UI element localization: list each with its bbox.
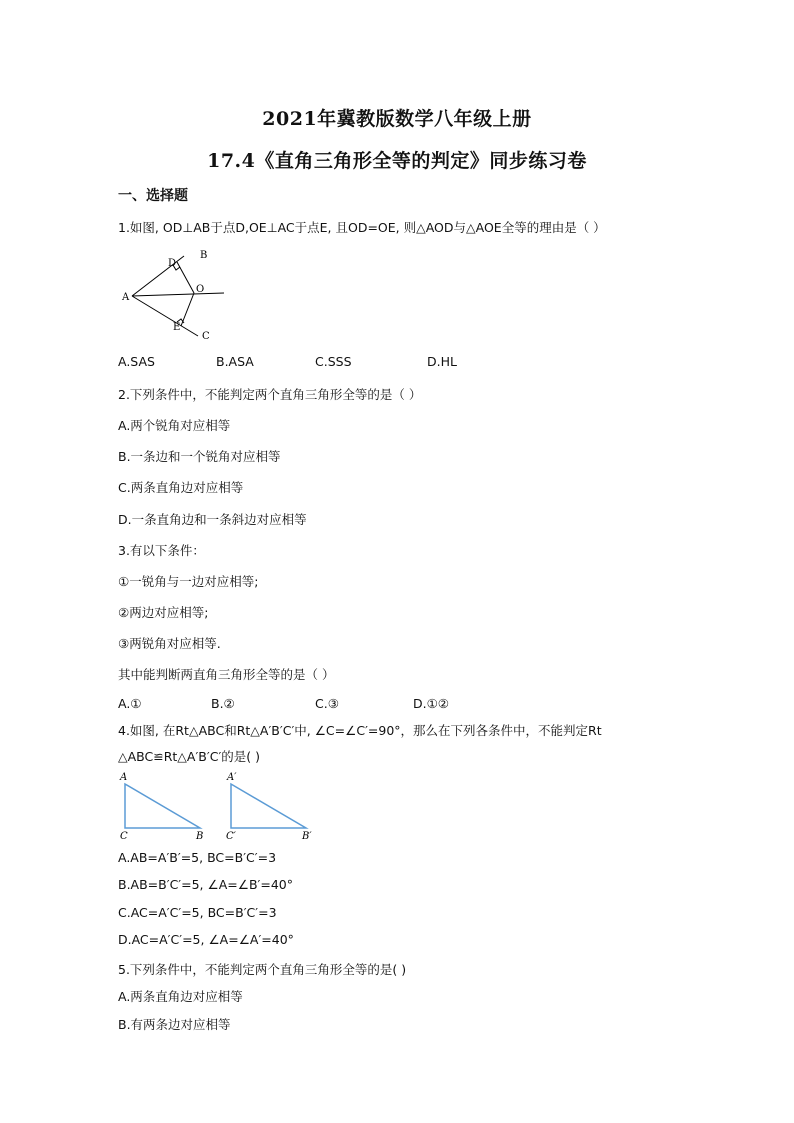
- q3-question: 其中能判断两直角三角形全等的是（ ）: [118, 667, 335, 682]
- q3-condition-1: ①一锐角与一边对应相等;: [118, 574, 259, 589]
- q2-option-d: D.一条直角边和一条斜边对应相等: [118, 512, 307, 527]
- q3-option-a: A.①: [118, 696, 142, 711]
- q1-figure: [118, 244, 228, 344]
- q3-condition-2: ②两边对应相等;: [118, 605, 209, 620]
- q5-stem: 5.下列条件中，不能判定两个直角三角形全等的是( ): [118, 962, 407, 977]
- q4-stem-line-1: 4.如图, 在Rt△ABC和Rt△A′B′C′中, ∠C=∠C′=90°，那么在下列各条件中，不能判定Rt: [118, 723, 602, 738]
- q5-option-b: B.有两条边对应相等: [118, 1017, 231, 1032]
- q4-label-a-prime: A′: [227, 772, 237, 783]
- q4-figure: [116, 768, 326, 844]
- q4-label-c: C: [120, 831, 128, 842]
- q4-option-c: C.AC=A′C′=5, BC=B′C′=3: [118, 905, 277, 920]
- q4-label-b-prime: B′: [302, 831, 312, 842]
- title-line-1: 2021年冀教版数学八年级上册: [262, 108, 532, 130]
- q4-option-b: B.AB=B′C′=5, ∠A=∠B′=40°: [118, 877, 293, 892]
- q4-label-b: B: [196, 831, 204, 842]
- title-line-2: 17.4《直角三角形全等的判定》同步练习卷: [207, 150, 587, 172]
- q1-label-e: E: [173, 322, 181, 333]
- q2-stem: 2.下列条件中，不能判定两个直角三角形全等的是（ ）: [118, 387, 422, 402]
- q4-option-a: A.AB=A′B′=5, BC=B′C′=3: [118, 850, 277, 865]
- q3-option-b: B.②: [211, 696, 235, 711]
- q1-label-b: B: [200, 250, 208, 261]
- q1-option-b: B.ASA: [216, 354, 254, 369]
- q3-condition-3: ③两锐角对应相等.: [118, 636, 221, 651]
- q3-option-d: D.①②: [413, 696, 450, 711]
- q1-label-d: D: [168, 258, 177, 269]
- q5-option-a: A.两条直角边对应相等: [118, 989, 243, 1004]
- q2-option-c: C.两条直角边对应相等: [118, 480, 244, 495]
- q1-label-a: A: [122, 292, 130, 303]
- q3-stem: 3.有以下条件：: [118, 543, 205, 558]
- q4-label-a: A: [120, 772, 128, 783]
- q2-option-b: B.一条边和一个锐角对应相等: [118, 449, 281, 464]
- q1-option-c: C.SSS: [315, 354, 352, 369]
- q2-option-a: A.两个锐角对应相等: [118, 418, 231, 433]
- q1-label-o: O: [196, 284, 205, 295]
- q1-stem: 1.如图, OD⊥AB于点D,OE⊥AC于点E, 且OD=OE, 则△AOD与△AOE全等的理由是（ ）: [118, 220, 606, 235]
- q1-option-a: A.SAS: [118, 354, 155, 369]
- q4-label-c-prime: C′: [226, 831, 236, 842]
- q4-stem-line-2: △ABC≌Rt△A′B′C′的是( ): [118, 749, 261, 764]
- q3-option-c: C.③: [315, 696, 339, 711]
- section-heading: 一、选择题: [118, 188, 188, 204]
- q4-option-d: D.AC=A′C′=5, ∠A=∠A′=40°: [118, 932, 294, 947]
- q1-option-d: D.HL: [427, 354, 457, 369]
- q1-label-c: C: [202, 331, 210, 342]
